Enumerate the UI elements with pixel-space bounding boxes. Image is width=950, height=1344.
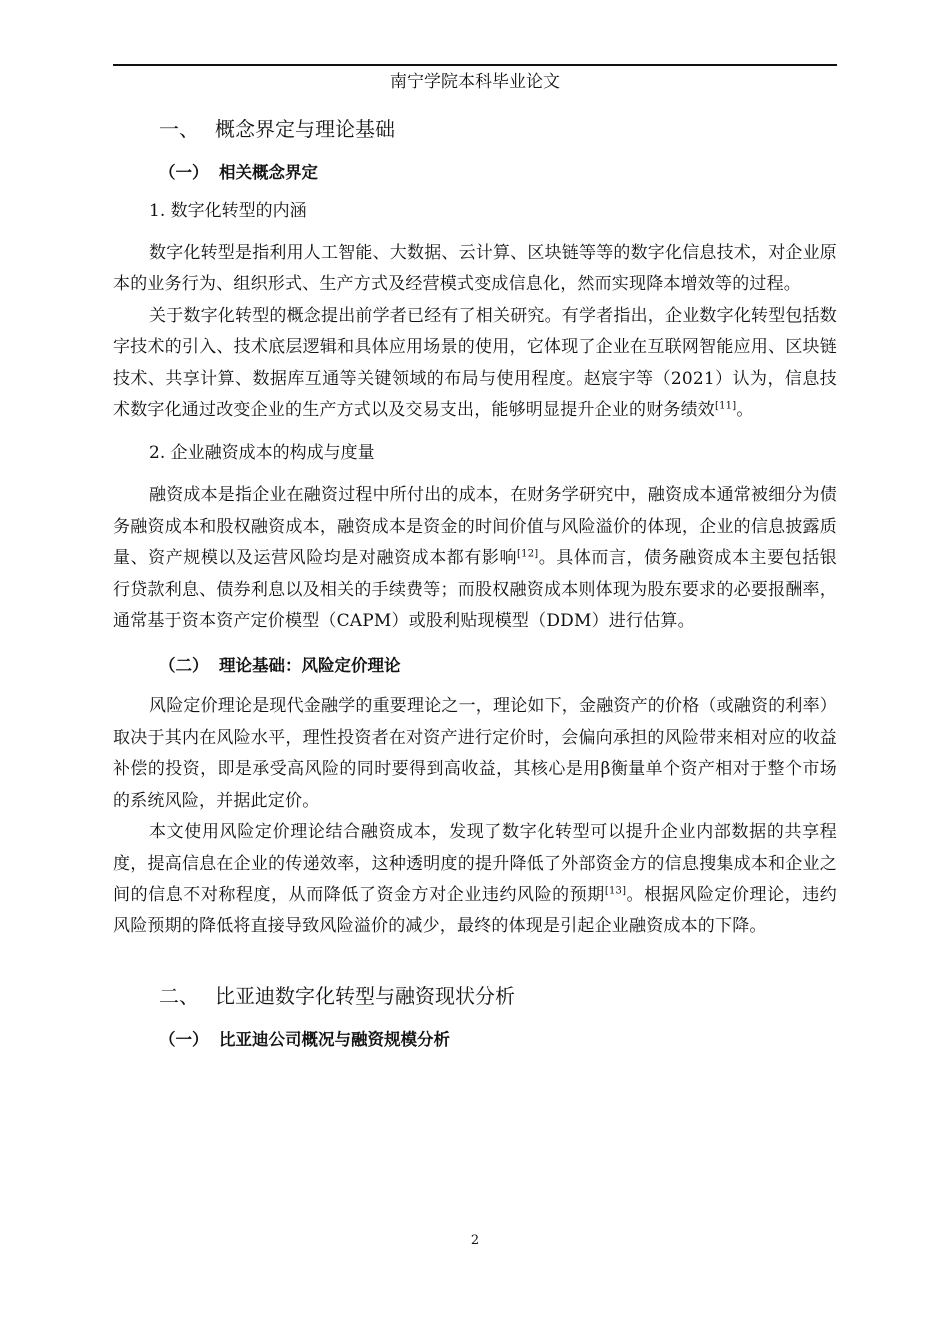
subsection-number: （一） — [159, 163, 209, 182]
subsection-heading-1-1 — [113, 160, 837, 186]
subsection-title: 理论基础：风险定价理论 — [219, 656, 401, 676]
paragraph-text-cont: 。具体而言，债务融资成本主要包括银行贷款利息、债券利息以及相关的手续费等；而股权融资成本则体现为股东要求的必要报酬率，通常基于资本资产定价模型（CAPM）或股利贴现模型（DDM）进行估算。 — [113, 548, 837, 632]
running-header: 南宁学院本科毕业论文 — [390, 72, 560, 92]
paragraph-text-cont: 。根据风险定价理论，违约风险预期的降低将直接导致风险溢价的减少，最终的体现是引起企业融资成本的下降。 — [113, 884, 837, 937]
section-heading-1 — [113, 114, 837, 144]
paragraph — [113, 480, 837, 637]
citation-ref: [13] — [604, 885, 627, 897]
subsection-title: 比亚迪公司概况与融资规模分析 — [219, 1029, 450, 1049]
page-content — [113, 114, 837, 1053]
section-number: 一、 — [159, 117, 199, 141]
header-rule — [113, 64, 837, 66]
citation-ref: [11] — [715, 400, 737, 412]
paragraph-text-end: 。 — [736, 400, 754, 421]
subsection-number: （一） — [159, 1029, 209, 1049]
section-number: 二、 — [159, 983, 199, 1008]
paragraph — [113, 301, 837, 427]
page-number: 2 — [470, 1233, 480, 1248]
subsection-heading-1-2 — [113, 653, 837, 679]
item-heading-1: 1. 数字化转型的内涵 — [149, 201, 307, 221]
paragraph — [113, 817, 837, 943]
paragraph-text: 融资成本是指企业在融资过程中所付出的成本，在财务学研究中，融资成本通常被细分为债务融资成本和股权融资成本，融资成本是资金的时间价值与风险溢价的体现，企业的信息披露质量、资产规模以及运营风险均是对融资成本都有影响 — [113, 485, 837, 569]
item-heading-2: 2. 企业融资成本的构成与度量 — [149, 443, 375, 464]
paragraph: 风险定价理论是现代金融学的重要理论之一，理论如下，金融资产的价格（或融资的利率）取决于其内在风险水平，理性投资者在对资产进行定价时，会偏向承担的风险带来相对应的收益补偿的投资，即是承受高风险的同时要得到高收益，其核心是用β衡量单个资产相对于整个市场的系统风险，并据此定价。 — [113, 696, 837, 811]
paragraph-text: 本文使用风险定价理论结合融资成本，发现了数字化转型可以提升企业内部数据的共享程度，提高信息在企业的传递效率，这种透明度的提升降低了外部资金方的信息搜集成本和企业之间的信息不对称程度，从而降低了资金方对企业违约风险的预期 — [113, 822, 837, 905]
paragraph-text: 关于数字化转型的概念提出前学者已经有了相关研究。有学者指出，企业数字化转型包括数字技术的引入、技术底层逻辑和具体应用场景的使用，它体现了企业在互联网智能应用、区块链技术、共享计算、数据库互通等关键领域的布局与使用程度。赵宸宇等（2021）认为，信息技术数字化通过改变企业的生产方式以及交易支出，能够明显提升企业的财务绩效 — [113, 305, 837, 421]
section-heading-2 — [113, 981, 837, 1011]
section-title: 概念界定与理论基础 — [215, 117, 395, 141]
subsection-heading-2-1 — [113, 1027, 837, 1053]
subsection-title: 相关概念界定 — [219, 163, 318, 182]
citation-ref: [12] — [517, 548, 539, 560]
subsection-number: （二） — [159, 656, 209, 676]
section-title: 比亚迪数字化转型与融资现状分析 — [215, 983, 515, 1008]
paragraph: 数字化转型是指利用人工智能、大数据、云计算、区块链等等的数字化信息技术，对企业原本的业务行为、组织形式、生产方式及经营模式变成信息化，然而实现降本增效等的过程。 — [113, 243, 837, 295]
